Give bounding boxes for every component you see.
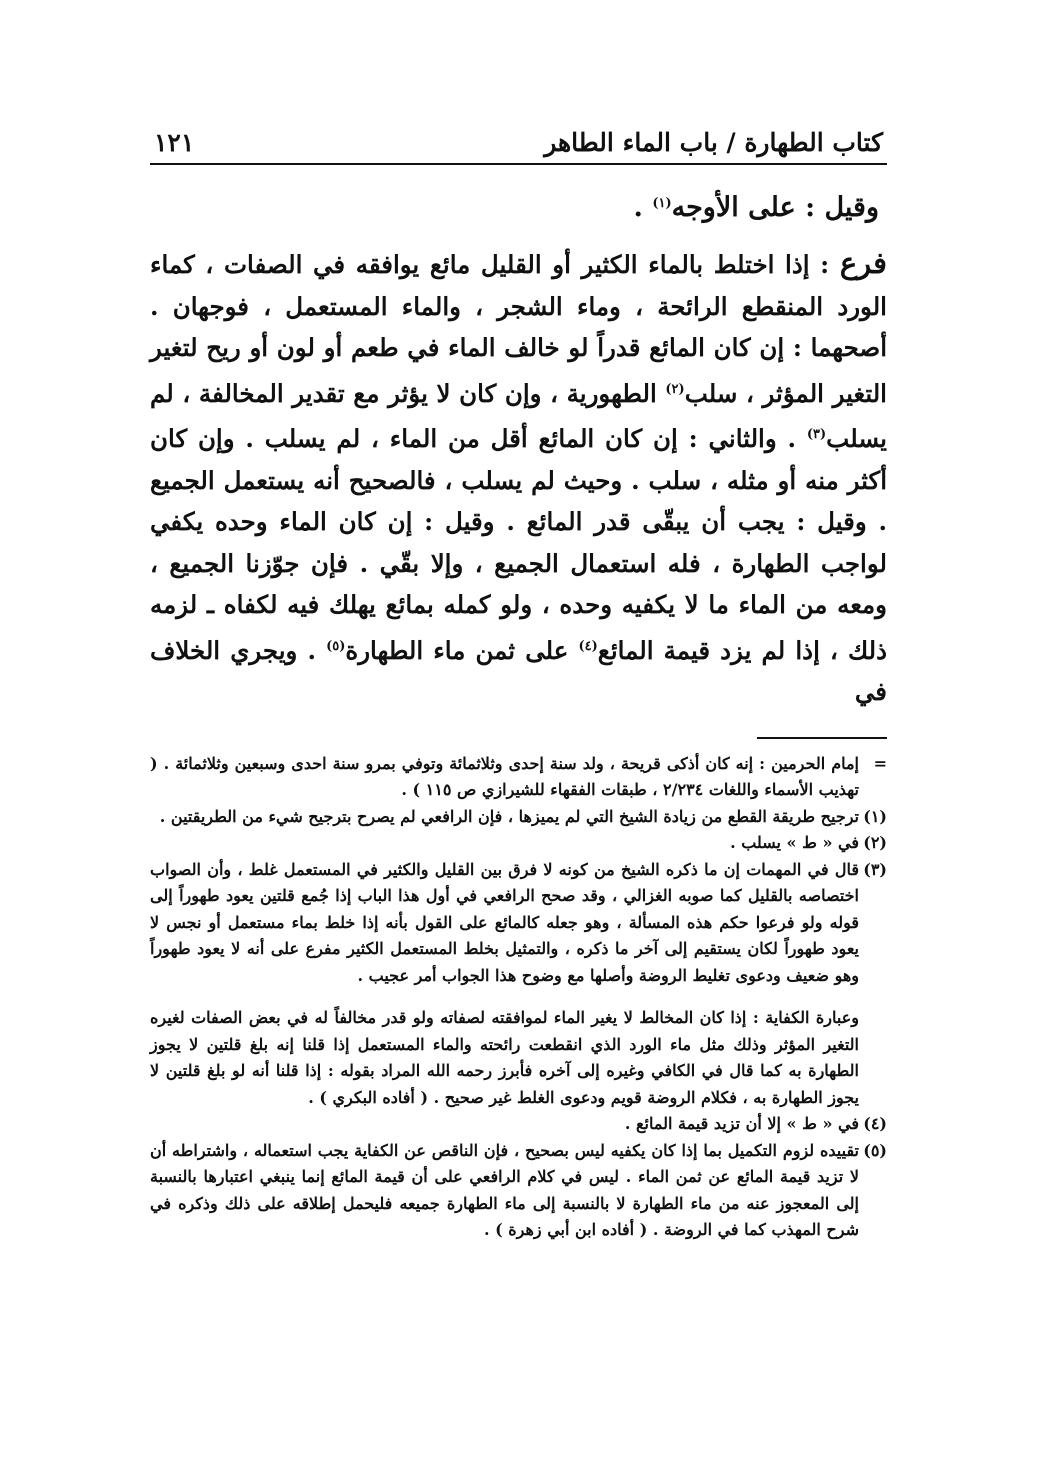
footnote-3-continuation: وعبارة الكفاية : إذا كان المخالط لا يغير الماء لموافقته لصفاته ولو قدر مخالفاً له في بعض الصفات لغيره التغير المؤثر وذلك مثل ماء الورد الذي انقطعت رائحته والماء المستعمل إذا قلنا إنه بلغ قلتين لا يجوز الطهارة به كما قال في الكافي وغيره إلى آخره فأبرز رحمه الله المراد بقوله : إذا قلنا أنه لو بلغ قلتين لا يجوز الطهارة به ، فكلام الروضة قويم ودعوى الغلط غير صحيح . ( أفاده البكري ) . <box>150 1008 859 1107</box>
footnote-text: تقييده لزوم التكميل بما إذا كان يكفيه ليس بصحيح ، فإن الناقص عن الكفاية يجب استعماله ، واشتراطه أن لا تزيد قيمة المائع عن ثمن الماء . ليس في كلام الرافعي على أن قيمة المائع إنما ينبغي اعتبارها بالنسبة إلى المعجوز عنه من ماء الطهارة لا بالنسبة إلى ماء الطهارة جميعه فليحمل إطلاقه على ذلك وذكره في شرح المهذب كما في الروضة . ( أفاده ابن أبي زهرة ) . <box>150 1140 860 1239</box>
footnote-ref-2: (٢) <box>665 381 685 397</box>
footnote-2 <box>150 830 887 857</box>
footnote-text: إمام الحرمين : إنه كان أذكى قريحة ، ولد سنة إحدى وثلاثمائة وتوفي بمرو سنة احدى وسبعين وثلاثمائة . ( تهذيب الأسماء واللغات ٢/٢٣٤ ، طبقات الفقهاء للشيرازي ص ١١٥ ) . <box>150 753 859 799</box>
footnote-separator <box>757 737 887 739</box>
footnote-5 <box>150 1138 887 1244</box>
footnote-3 <box>150 857 887 990</box>
footnote-text: قال في المهمات إن ما ذكره الشيخ من كونه لا فرق بين القليل والكثير في المستعمل غلط ، وأن الصواب اختصاصه بالقليل كما صوبه الغزالي ، وقد صحح الرافعي في أول هذا الباب إذا جُمع قلتين يعود طهوراً إلى قوله ولو فرعوا حكم هذه المسألة ، وهو جعله كالمائع على القول بأنه إذا خلط بماء مستعمل أو نجس لا يعود طهوراً لكان يستقيم إلى آخر ما ذكره ، والتمثيل بخلط المستعمل الكثير مفرع على أنه لا يعود طهوراً وهو ضعيف ودعوى تغليط الروضة وأصلها مع وضوح هذا الجواب أمر عجيب . <box>150 859 859 985</box>
footnote-ref-5: (٥) <box>326 638 346 654</box>
running-title: كتاب الطهارة / باب الماء الطاهر <box>544 128 883 157</box>
opening-line <box>150 185 879 227</box>
page-header <box>150 128 887 163</box>
footnote-ref-1: (١) <box>652 196 672 211</box>
main-paragraph <box>150 243 887 713</box>
footnote-number: (٣) <box>863 859 887 879</box>
paragraph-lead-word: فرع <box>839 246 887 280</box>
opening-end: . <box>633 192 653 223</box>
footnote-number: (٢) <box>863 833 887 852</box>
footnote-number: (٤) <box>863 1114 887 1133</box>
paragraph-segment: . ويجري الخلاف في <box>150 635 887 706</box>
paragraph-segment: : إذا اختلط بالماء الكثير أو القليل مائع يوافقه في الصفات ، كماء الورد المنقطع الرائحة ، وماء الشجر ، والماء المستعمل ، فوجهان . أصحهما : إن كان المائع قدراً لو خالف الماء في طعم أو لون أو ريح لتغير التغير المؤثر ، سلب <box>150 250 887 408</box>
opening-text: وقيل : على الأوجه <box>671 192 879 223</box>
footnote-1 <box>150 804 887 831</box>
paragraph-segment: الطهورية ، وإن كان لا يؤثر مع تقدير المخالفة ، لم يسلب <box>150 378 887 453</box>
page-number: ١٢١ <box>154 128 195 157</box>
footnote-text: في « ط » إلا أن تزيد قيمة المائع . <box>624 1114 859 1133</box>
footnote-4 <box>150 1111 887 1138</box>
paragraph-segment: على ثمن ماء الطهارة <box>345 635 579 665</box>
footnote-text: في « ط » يسلب . <box>730 833 859 852</box>
header-rule <box>150 163 887 165</box>
footnote-ref-4: (٤) <box>578 638 598 654</box>
continuation-mark: = <box>873 753 887 773</box>
footnote-continuation <box>150 751 887 804</box>
footnotes <box>150 751 887 1244</box>
paragraph-segment: . والثاني : إن كان المائع أقل من الماء ، لم يسلب . وإن كان أكثر منه أو مثله ، سلب . وحيث لم يسلب ، فالصحيح أنه يستعمل الجميع . وقيل : يجب أن يبقّى قدر المائع . وقيل : إن كان الماء وحده يكفي لواجب الطهارة ، فله استعمال الجميع ، وإلا بقّي . فإن جوّزنا الجميع ، ومعه من الماء ما لا يكفيه وحده ، ولو كمله بمائع يهلك فيه لكفاه ـ لزمه ذلك ، إذا لم يزد قيمة المائع <box>150 424 888 665</box>
footnote-text: ترجيح طريقة القطع من زيادة الشيخ التي لم يميزها ، فإن الرافعي لم يصرح بترجيح شيء من الطريقتين . <box>159 806 859 826</box>
footnote-number: (١) <box>863 806 887 826</box>
footnote-number: (٥) <box>863 1140 887 1160</box>
footnote-ref-3: (٣) <box>806 427 827 442</box>
